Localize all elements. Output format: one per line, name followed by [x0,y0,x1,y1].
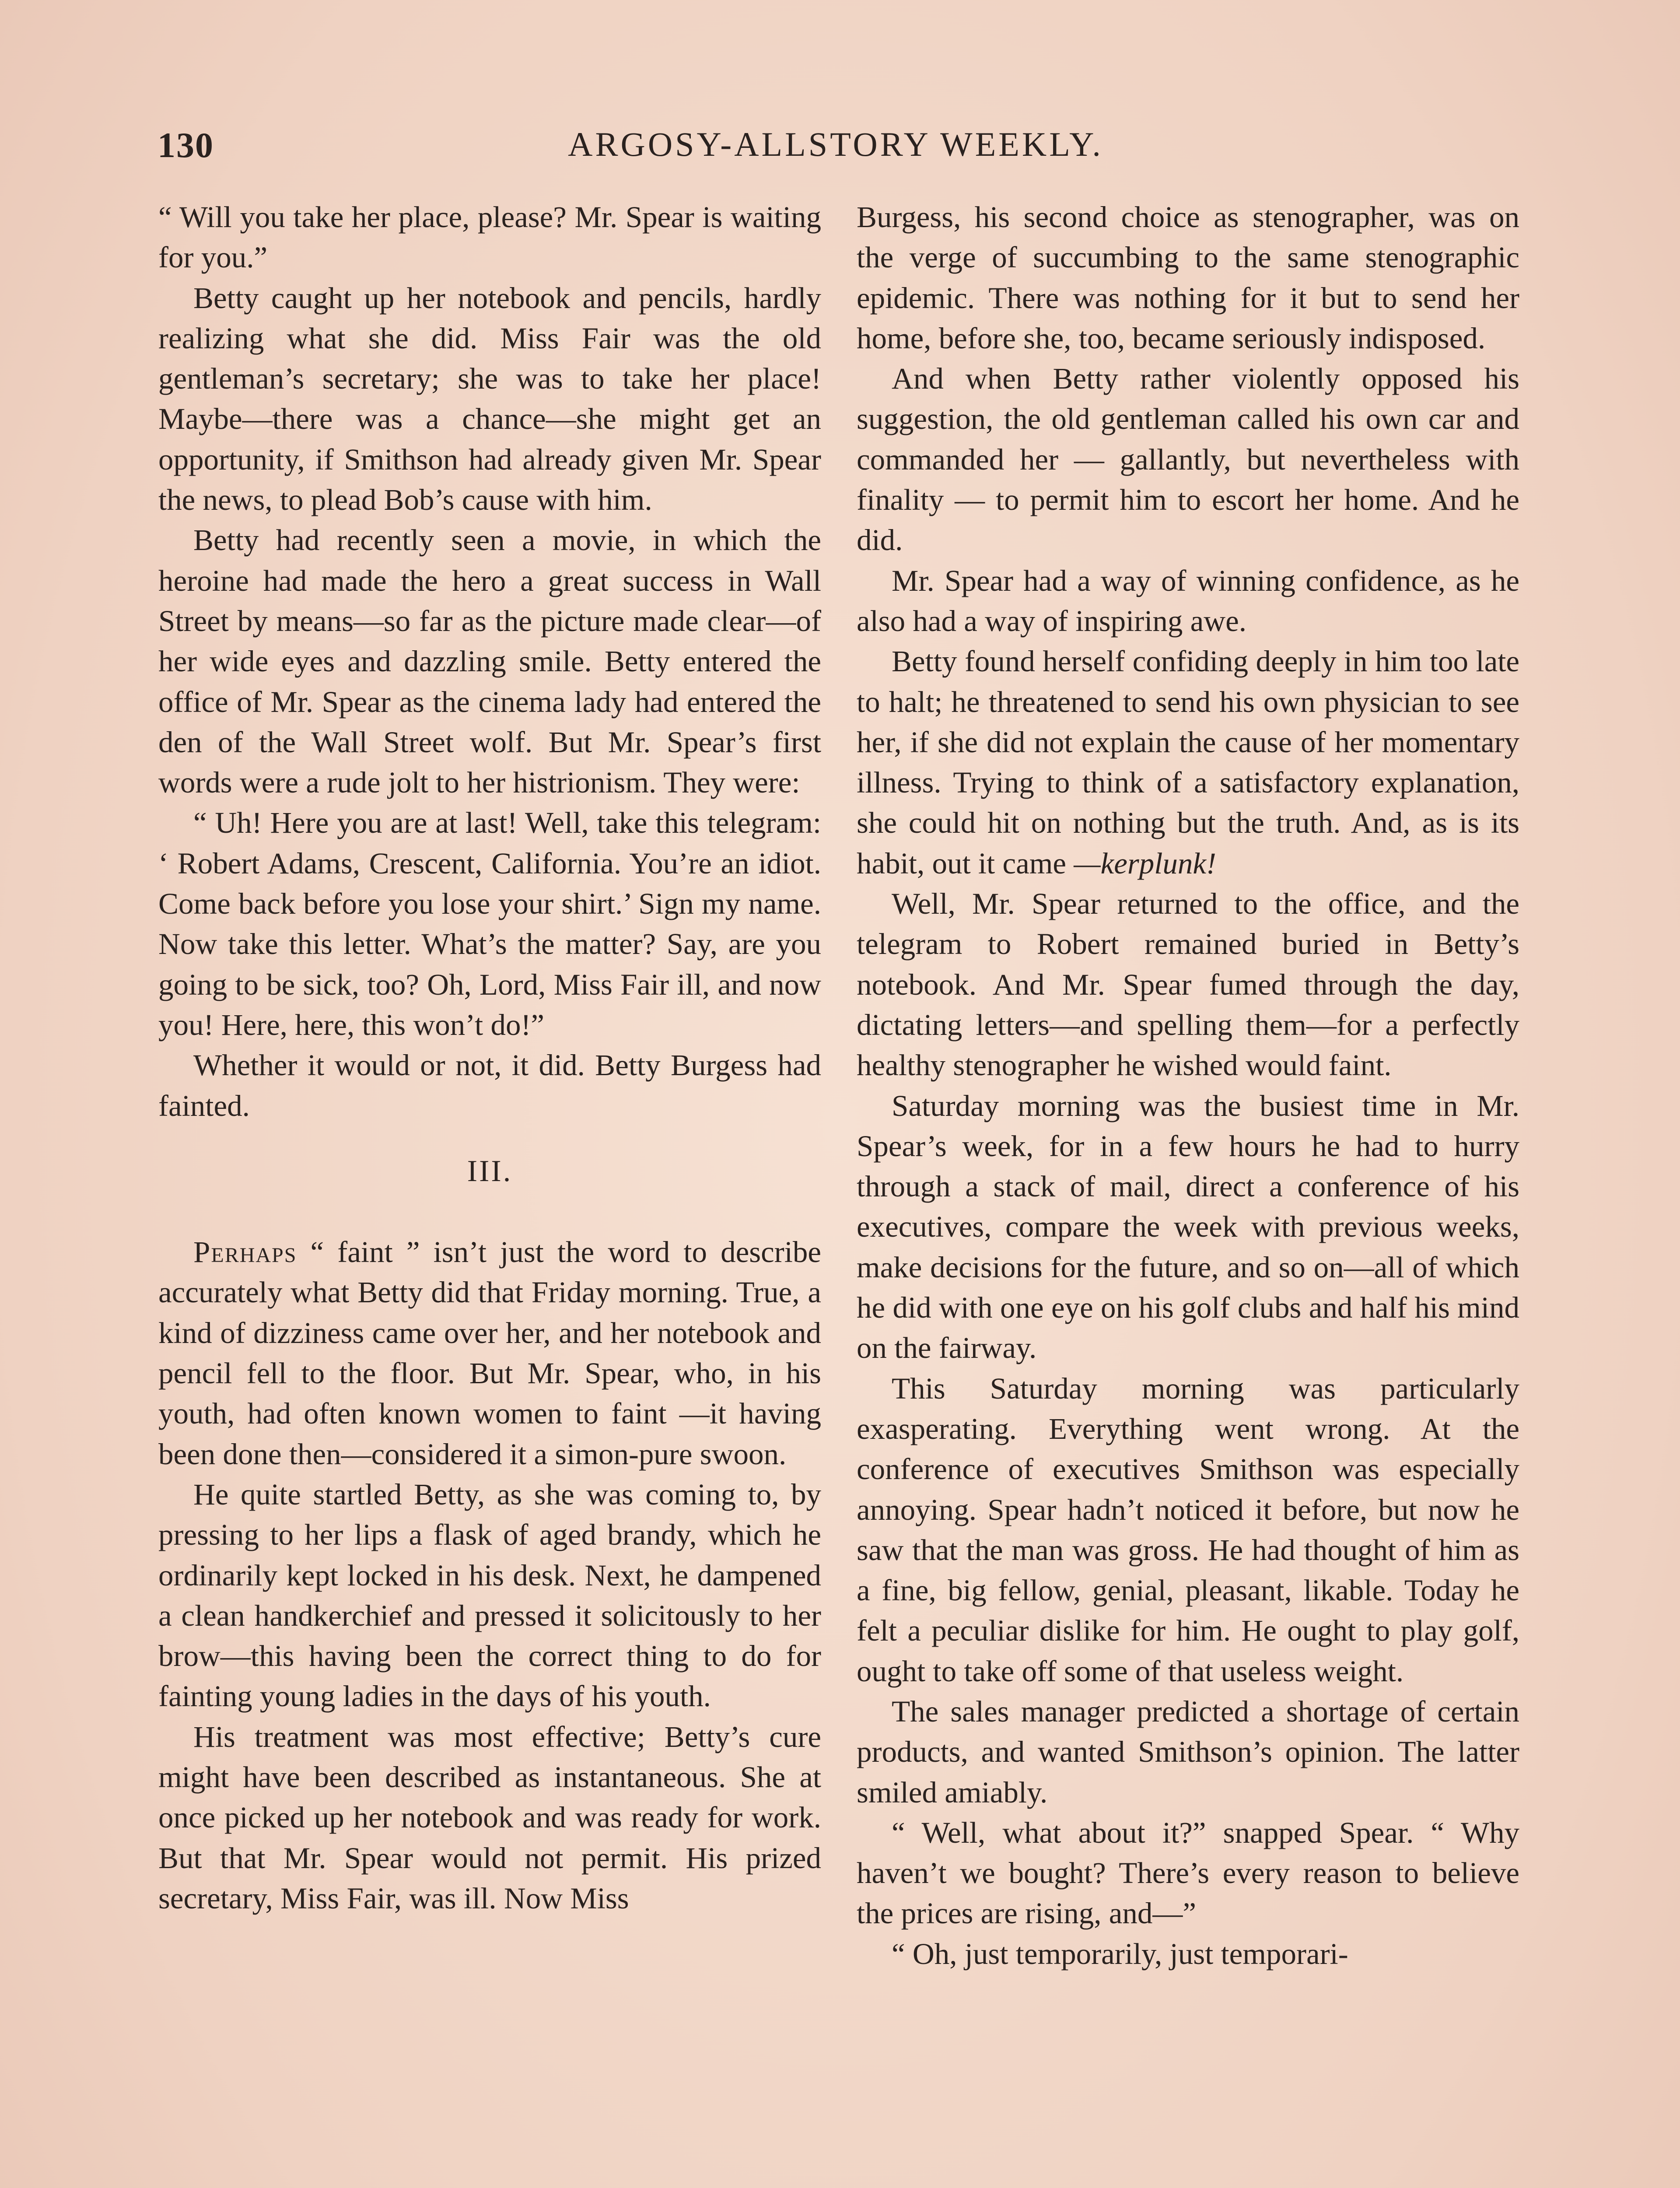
paragraph: Saturday morning was the busiest time in Mr. Spear’s week, for in a few hours he had to hurry through a stack of mail, direct a conference of his executives, compare the week with previous weeks, make decisions for the future, and so on—all of which he did with one eye on his golf clubs and half his mind on the fairway. [857,1089,1519,1365]
page-header [158,125,1514,177]
paragraph-text: “ faint ” isn’t just the word to describe accurately what Betty did that Friday morning. True, a kind of dizziness came over her, and her notebook and pencil fell to the floor. But Mr. Spear, who, in his youth, had often known women to faint —it having been done then—considered it a simon-pure swoon. [158,1235,821,1471]
paragraph: This Saturday morning was particularly exasperating. Everything went wrong. At the conference of executives Smithson was especially annoying. Spear hadn’t noticed it before, but now he saw that the man was gross. He had thought of him as a fine, big fellow, genial, pleasant, likable. Today he felt a peculiar dislike for him. He ought to play golf, ought to take off some of that useless weight. [857,1371,1519,1688]
paragraph: His treatment was most effective; Betty’s cure might have been described as instantaneous. She at once picked up her notebook and was ready for work. But that Mr. Spear would not permit. His prized secretary, Miss Fair, was ill. Now Miss [158,1720,821,1915]
paragraph: Mr. Spear had a way of winning confidence, as he also had a way of inspiring awe. [857,564,1519,638]
paragraph: Well, Mr. Spear returned to the office, and the telegram to Robert remained buried in Betty’s notebook. And Mr. Spear fumed through the day, dictating letters—and spelling them—for a perfectly healthy stenographer he wished would faint. [857,887,1519,1082]
paragraph: “ Will you take her place, please? Mr. Spear is waiting for you.” [158,200,821,274]
section-heading: III. [467,1154,513,1188]
right-column [857,197,1519,1974]
paragraph [158,1232,821,1474]
paragraph: The sales manager predicted a shortage of certain products, and wanted Smithson’s opinion. The latter smiled amiably. [857,1694,1519,1809]
paragraph: “ Oh, just temporarily, just temporari- [892,1937,1348,1971]
left-column [158,197,821,1918]
page-number: 130 [158,125,214,165]
emphasis-kerplunk: —kerplunk! [1074,846,1217,880]
paragraph-text: Betty found herself confiding deeply in him too late to halt; he threatened to send his own physician to see her, if she did not explain the cause of her momentary illness. Trying to think of a satisfactory explanation, she could hit on nothing but the truth. And, as is its habit, out it came [857,645,1519,880]
paragraph: “ Uh! Here you are at last! Well, take this telegram: ‘ Robert Adams, Crescent, California. You’re an idiot. Come back before you lose your shirt.’ Sign my name. Now take this letter. What’s the matter? Say, are you going to be sick, too? Oh, Lord, Miss Fair ill, and now you! Here, here, this won’t do!” [158,806,821,1041]
paragraph: Betty caught up her notebook and pencils, hardly realizing what she did. Miss Fair was the old gentleman’s secretary; she was to take her place! Maybe—there was a chance—she might get an opportunity, if Smithson had already given Mr. Spear the news, to plead Bob’s cause with him. [158,281,821,517]
paragraph: He quite startled Betty, as she was coming to, by pressing to her lips a flask of aged brandy, which he ordinarily kept locked in his desk. Next, he dampened a clean handkerchief and pressed it solicitously to her brow—this having been the correct thing to do for fainting young ladies in the days of his youth. [158,1477,821,1713]
paragraph: And when Betty rather violently opposed his suggestion, the old gentleman called his own car and commanded her — gallantly, but nevertheless with finality — to permit him to escort her home. And he did. [857,362,1519,557]
paragraph: “ Well, what about it?” snapped Spear. “ Why haven’t we bought? There’s every reason to believe the prices are rising, and—” [857,1816,1519,1930]
paragraph: Burgess, his second choice as stenographer, was on the verge of succumbing to the same stenographic epidemic. There was nothing for it but to send her home, before she, too, became seriously indisposed. [857,200,1519,355]
lead-word: Perhaps [193,1235,297,1269]
running-head: ARGOSY-ALLSTORY WEEKLY. [568,125,1103,163]
paragraph: Betty had recently seen a movie, in which the heroine had made the hero a great success in Wall Street by means—so far as the picture made clear—of her wide eyes and dazzling smile. Betty entered the office of Mr. Spear as the cinema lady had entered the den of the Wall Street wolf. But Mr. Spear’s first words were a rude jolt to her histrionism. They were: [158,523,821,799]
paragraph: Whether it would or not, it did. Betty Burgess had fainted. [158,1048,821,1122]
paragraph [857,641,1519,884]
